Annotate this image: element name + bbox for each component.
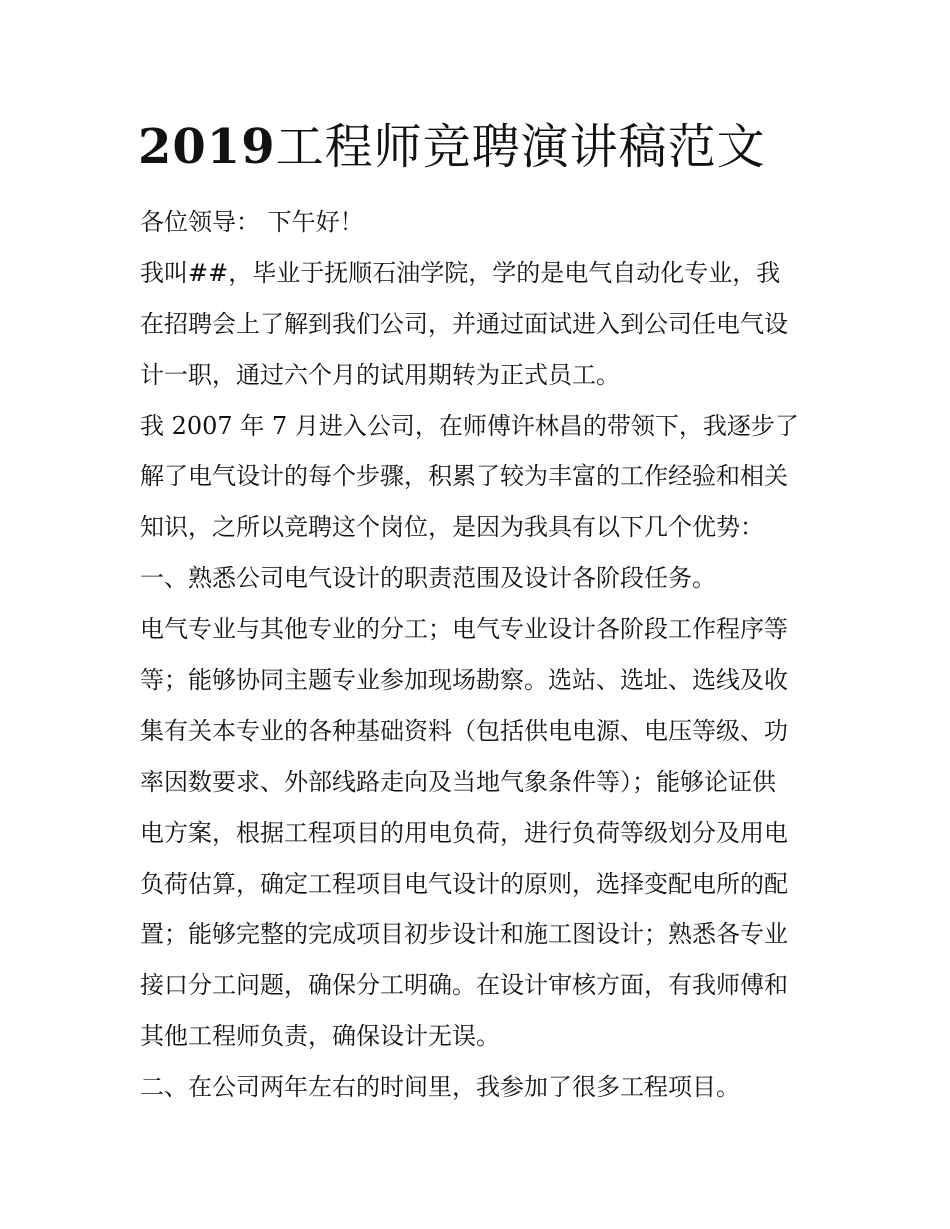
paragraph-line: 知识，之所以竞聘这个岗位，是因为我具有以下几个优势：	[140, 513, 764, 542]
paragraph-line: 其他工程师负责，确保设计无误。	[140, 1022, 500, 1051]
title-year: 2019	[138, 119, 276, 175]
document-title	[138, 112, 766, 182]
paragraph-line: 计一职，通过六个月的试用期转为正式员工。	[140, 360, 620, 389]
document-body	[140, 197, 812, 1113]
paragraph-line: 集有关本专业的各种基础资料（包括供电电源、电压等级、功	[140, 716, 788, 745]
paragraph-line: 负荷估算，确定工程项目电气设计的原则，选择变配电所的配	[140, 869, 788, 898]
paragraph-line: 电气专业与其他专业的分工；电气专业设计各阶段工作程序等	[140, 615, 788, 644]
paragraph-line: 率因数要求、外部线路走向及当地气象条件等）；能够论证供	[140, 767, 776, 796]
paragraph-line: 接口分工问题，确保分工明确。在设计审核方面，有我师傅和	[140, 971, 788, 1000]
title-text: 工程师竞聘演讲稿范文	[275, 119, 766, 175]
paragraph-line: 解了电气设计的每个步骤，积累了较为丰富的工作经验和相关	[140, 462, 788, 491]
section-heading-2: 二、在公司两年左右的时间里，我参加了很多工程项目。	[140, 1073, 740, 1102]
paragraph-line: 置；能够完整的完成项目初步设计和施工图设计；熟悉各专业	[140, 920, 788, 949]
paragraph-line: 在招聘会上了解到我们公司，并通过面试进入到公司任电气设	[140, 309, 788, 338]
section-heading-1: 一、熟悉公司电气设计的职责范围及设计各阶段任务。	[140, 564, 716, 593]
paragraph-line: 我 2007 年 7 月进入公司，在师傅许林昌的带领下，我逐步了	[140, 411, 799, 440]
paragraph-line: 电方案，根据工程项目的用电负荷，进行负荷等级划分及用电	[140, 818, 788, 847]
paragraph-line: 等；能够协同主题专业参加现场勘察。选站、选址、选线及收	[140, 666, 788, 695]
greeting-line: 各位领导： 下午好！	[140, 208, 364, 236]
paragraph-line: 我叫##，毕业于抚顺石油学院，学的是电气自动化专业，我	[140, 258, 781, 287]
